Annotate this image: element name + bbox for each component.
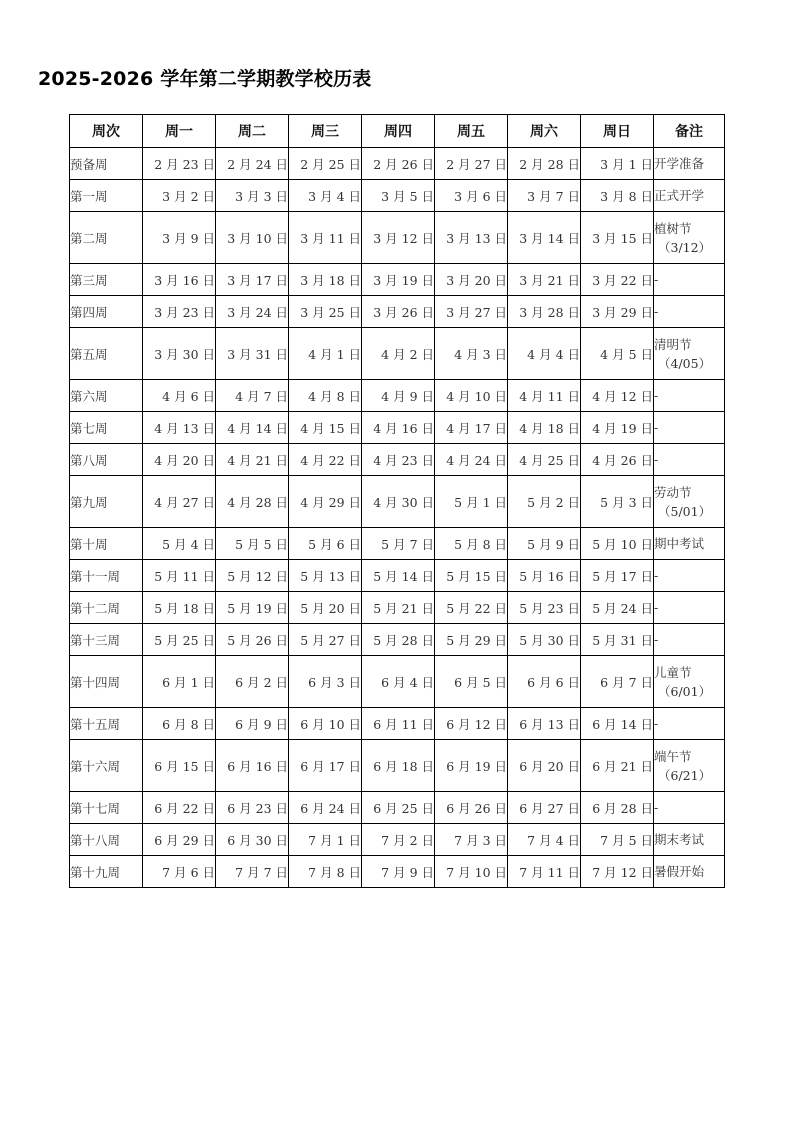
date-cell: 3 月 30 日 [143,328,216,380]
note-cell [654,444,725,476]
week-cell: 第八周 [70,444,143,476]
date-cell: 5 月 14 日 [362,560,435,592]
date-cell: 4 月 27 日 [143,476,216,528]
date-cell: 5 月 25 日 [143,624,216,656]
date-cell: 6 月 17 日 [289,740,362,792]
date-cell: 6 月 3 日 [289,656,362,708]
week-cell: 第十一周 [70,560,143,592]
date-cell: 6 月 26 日 [435,792,508,824]
date-cell: 7 月 4 日 [508,824,581,856]
date-cell: 6 月 22 日 [143,792,216,824]
date-cell: 3 月 13 日 [435,212,508,264]
week-cell: 第九周 [70,476,143,528]
week-cell: 第十二周 [70,592,143,624]
note-text: - [654,388,659,403]
note-text: - [654,452,659,467]
date-cell: 5 月 30 日 [508,624,581,656]
note-text: - [654,420,659,435]
week-cell: 预备周 [70,148,143,180]
header-tuesday: 周二 [216,115,289,148]
note-cell [654,824,725,856]
date-cell: 6 月 8 日 [143,708,216,740]
table-row [70,656,725,708]
header-friday: 周五 [435,115,508,148]
note-cell [654,328,725,380]
date-cell: 3 月 23 日 [143,296,216,328]
date-cell: 6 月 5 日 [435,656,508,708]
date-cell: 7 月 12 日 [581,856,654,888]
week-cell: 第六周 [70,380,143,412]
date-cell: 3 月 27 日 [435,296,508,328]
date-cell: 5 月 18 日 [143,592,216,624]
date-cell: 6 月 28 日 [581,792,654,824]
date-cell: 4 月 15 日 [289,412,362,444]
date-cell: 4 月 1 日 [289,328,362,380]
date-cell: 6 月 11 日 [362,708,435,740]
date-cell: 6 月 4 日 [362,656,435,708]
date-cell: 6 月 10 日 [289,708,362,740]
note-cell [654,180,725,212]
table-row [70,180,725,212]
date-cell: 4 月 6 日 [143,380,216,412]
date-cell: 4 月 2 日 [362,328,435,380]
date-cell: 6 月 2 日 [216,656,289,708]
date-cell: 6 月 21 日 [581,740,654,792]
date-cell: 5 月 3 日 [581,476,654,528]
date-cell: 6 月 13 日 [508,708,581,740]
note-text: （6/01） [658,683,712,699]
table-row [70,212,725,264]
date-cell: 4 月 23 日 [362,444,435,476]
week-cell: 第十四周 [70,656,143,708]
date-cell: 6 月 25 日 [362,792,435,824]
week-cell: 第十三周 [70,624,143,656]
table-row [70,380,725,412]
date-cell: 5 月 4 日 [143,528,216,560]
date-cell: 3 月 12 日 [362,212,435,264]
note-text: - [654,272,659,287]
date-cell: 6 月 18 日 [362,740,435,792]
table-row [70,328,725,380]
date-cell: 4 月 13 日 [143,412,216,444]
date-cell: 2 月 23 日 [143,148,216,180]
date-cell: 4 月 26 日 [581,444,654,476]
date-cell: 4 月 30 日 [362,476,435,528]
note-text: - [654,600,659,615]
week-cell: 第十八周 [70,824,143,856]
date-cell: 3 月 14 日 [508,212,581,264]
table-row [70,444,725,476]
note-cell [654,708,725,740]
note-cell [654,656,725,708]
note-cell [654,856,725,888]
date-cell: 4 月 21 日 [216,444,289,476]
date-cell: 5 月 1 日 [435,476,508,528]
date-cell: 7 月 8 日 [289,856,362,888]
note-text: 开学准备 [654,156,705,171]
week-cell: 第四周 [70,296,143,328]
date-cell: 2 月 24 日 [216,148,289,180]
header-row [70,115,725,148]
date-cell: 3 月 22 日 [581,264,654,296]
date-cell: 6 月 15 日 [143,740,216,792]
date-cell: 4 月 4 日 [508,328,581,380]
date-cell: 3 月 5 日 [362,180,435,212]
date-cell: 4 月 10 日 [435,380,508,412]
note-text: 清明节 [654,336,692,352]
note-cell [654,740,725,792]
date-cell: 2 月 26 日 [362,148,435,180]
date-cell: 3 月 11 日 [289,212,362,264]
note-cell [654,792,725,824]
note-cell [654,592,725,624]
note-text: 期中考试 [654,536,705,551]
header-note: 备注 [654,115,725,148]
date-cell: 6 月 7 日 [581,656,654,708]
table-row [70,792,725,824]
note-cell [654,148,725,180]
note-text: 正式开学 [654,188,705,203]
date-cell: 7 月 9 日 [362,856,435,888]
week-cell: 第七周 [70,412,143,444]
date-cell: 5 月 16 日 [508,560,581,592]
note-cell [654,412,725,444]
date-cell: 4 月 3 日 [435,328,508,380]
date-cell: 4 月 8 日 [289,380,362,412]
date-cell: 3 月 20 日 [435,264,508,296]
date-cell: 4 月 18 日 [508,412,581,444]
date-cell: 3 月 24 日 [216,296,289,328]
date-cell: 3 月 31 日 [216,328,289,380]
date-cell: 4 月 24 日 [435,444,508,476]
note-text: （5/01） [658,503,712,519]
date-cell: 5 月 23 日 [508,592,581,624]
date-cell: 3 月 21 日 [508,264,581,296]
table-row [70,476,725,528]
note-cell [654,212,725,264]
date-cell: 5 月 28 日 [362,624,435,656]
date-cell: 5 月 7 日 [362,528,435,560]
date-cell: 3 月 28 日 [508,296,581,328]
date-cell: 6 月 20 日 [508,740,581,792]
note-cell [654,528,725,560]
calendar-body [70,148,725,888]
date-cell: 7 月 3 日 [435,824,508,856]
date-cell: 6 月 30 日 [216,824,289,856]
date-cell: 4 月 9 日 [362,380,435,412]
date-cell: 2 月 25 日 [289,148,362,180]
table-row [70,296,725,328]
date-cell: 5 月 15 日 [435,560,508,592]
date-cell: 4 月 5 日 [581,328,654,380]
date-cell: 7 月 2 日 [362,824,435,856]
table-row [70,264,725,296]
date-cell: 5 月 24 日 [581,592,654,624]
date-cell: 3 月 2 日 [143,180,216,212]
date-cell: 5 月 20 日 [289,592,362,624]
date-cell: 7 月 11 日 [508,856,581,888]
date-cell: 6 月 1 日 [143,656,216,708]
week-cell: 第十六周 [70,740,143,792]
header-thursday: 周四 [362,115,435,148]
date-cell: 7 月 10 日 [435,856,508,888]
date-cell: 5 月 22 日 [435,592,508,624]
table-row [70,708,725,740]
date-cell: 3 月 18 日 [289,264,362,296]
note-cell [654,560,725,592]
date-cell: 4 月 22 日 [289,444,362,476]
date-cell: 6 月 6 日 [508,656,581,708]
table-row [70,856,725,888]
date-cell: 7 月 6 日 [143,856,216,888]
date-cell: 4 月 11 日 [508,380,581,412]
date-cell: 2 月 27 日 [435,148,508,180]
week-cell: 第一周 [70,180,143,212]
week-cell: 第三周 [70,264,143,296]
date-cell: 6 月 27 日 [508,792,581,824]
date-cell: 3 月 4 日 [289,180,362,212]
date-cell: 2 月 28 日 [508,148,581,180]
date-cell: 4 月 19 日 [581,412,654,444]
date-cell: 4 月 20 日 [143,444,216,476]
date-cell: 4 月 14 日 [216,412,289,444]
note-cell [654,380,725,412]
note-text: - [654,632,659,647]
note-text: - [654,568,659,583]
date-cell: 3 月 1 日 [581,148,654,180]
week-cell: 第二周 [70,212,143,264]
note-text: （3/12） [658,239,712,255]
note-cell [654,624,725,656]
date-cell: 5 月 27 日 [289,624,362,656]
page-title: 2025-2026 学年第二学期教学校历表 [38,68,372,90]
table-row [70,824,725,856]
date-cell: 3 月 10 日 [216,212,289,264]
date-cell: 3 月 17 日 [216,264,289,296]
note-text: - [654,800,659,815]
week-cell: 第十九周 [70,856,143,888]
date-cell: 6 月 24 日 [289,792,362,824]
table-row [70,148,725,180]
note-text: 期末考试 [654,832,705,847]
date-cell: 3 月 19 日 [362,264,435,296]
date-cell: 6 月 14 日 [581,708,654,740]
date-cell: 5 月 26 日 [216,624,289,656]
table-row [70,560,725,592]
date-cell: 7 月 7 日 [216,856,289,888]
date-cell: 5 月 17 日 [581,560,654,592]
date-cell: 4 月 16 日 [362,412,435,444]
date-cell: 4 月 28 日 [216,476,289,528]
note-text: 端午节 [654,748,692,764]
date-cell: 4 月 25 日 [508,444,581,476]
week-cell: 第十周 [70,528,143,560]
note-cell [654,476,725,528]
date-cell: 4 月 17 日 [435,412,508,444]
date-cell: 7 月 1 日 [289,824,362,856]
date-cell: 3 月 26 日 [362,296,435,328]
note-text: - [654,716,659,731]
table-row [70,740,725,792]
table-row [70,412,725,444]
week-cell: 第五周 [70,328,143,380]
table-row [70,528,725,560]
date-cell: 7 月 5 日 [581,824,654,856]
note-text: 暑假开始 [654,864,705,879]
note-text: 植树节 [654,220,692,236]
table-row [70,624,725,656]
date-cell: 6 月 19 日 [435,740,508,792]
date-cell: 3 月 6 日 [435,180,508,212]
date-cell: 3 月 15 日 [581,212,654,264]
date-cell: 5 月 10 日 [581,528,654,560]
date-cell: 4 月 7 日 [216,380,289,412]
date-cell: 5 月 9 日 [508,528,581,560]
date-cell: 5 月 29 日 [435,624,508,656]
school-calendar-table [69,114,725,888]
date-cell: 5 月 13 日 [289,560,362,592]
note-text: （4/05） [658,355,712,371]
date-cell: 5 月 12 日 [216,560,289,592]
date-cell: 6 月 12 日 [435,708,508,740]
date-cell: 5 月 2 日 [508,476,581,528]
date-cell: 5 月 11 日 [143,560,216,592]
note-text: - [654,304,659,319]
header-saturday: 周六 [508,115,581,148]
header-wednesday: 周三 [289,115,362,148]
date-cell: 6 月 23 日 [216,792,289,824]
table-row [70,592,725,624]
note-cell [654,264,725,296]
note-text: 劳动节 [654,484,692,500]
note-text: （6/21） [658,767,712,783]
date-cell: 4 月 29 日 [289,476,362,528]
header-week: 周次 [70,115,143,148]
week-cell: 第十五周 [70,708,143,740]
date-cell: 6 月 29 日 [143,824,216,856]
date-cell: 3 月 8 日 [581,180,654,212]
date-cell: 3 月 29 日 [581,296,654,328]
date-cell: 5 月 31 日 [581,624,654,656]
date-cell: 5 月 5 日 [216,528,289,560]
date-cell: 6 月 16 日 [216,740,289,792]
note-cell [654,296,725,328]
date-cell: 5 月 6 日 [289,528,362,560]
date-cell: 5 月 21 日 [362,592,435,624]
date-cell: 4 月 12 日 [581,380,654,412]
date-cell: 3 月 3 日 [216,180,289,212]
header-sunday: 周日 [581,115,654,148]
week-cell: 第十七周 [70,792,143,824]
date-cell: 5 月 8 日 [435,528,508,560]
date-cell: 6 月 9 日 [216,708,289,740]
note-text: 儿童节 [654,664,692,680]
date-cell: 3 月 16 日 [143,264,216,296]
date-cell: 3 月 25 日 [289,296,362,328]
header-monday: 周一 [143,115,216,148]
date-cell: 5 月 19 日 [216,592,289,624]
date-cell: 3 月 9 日 [143,212,216,264]
date-cell: 3 月 7 日 [508,180,581,212]
